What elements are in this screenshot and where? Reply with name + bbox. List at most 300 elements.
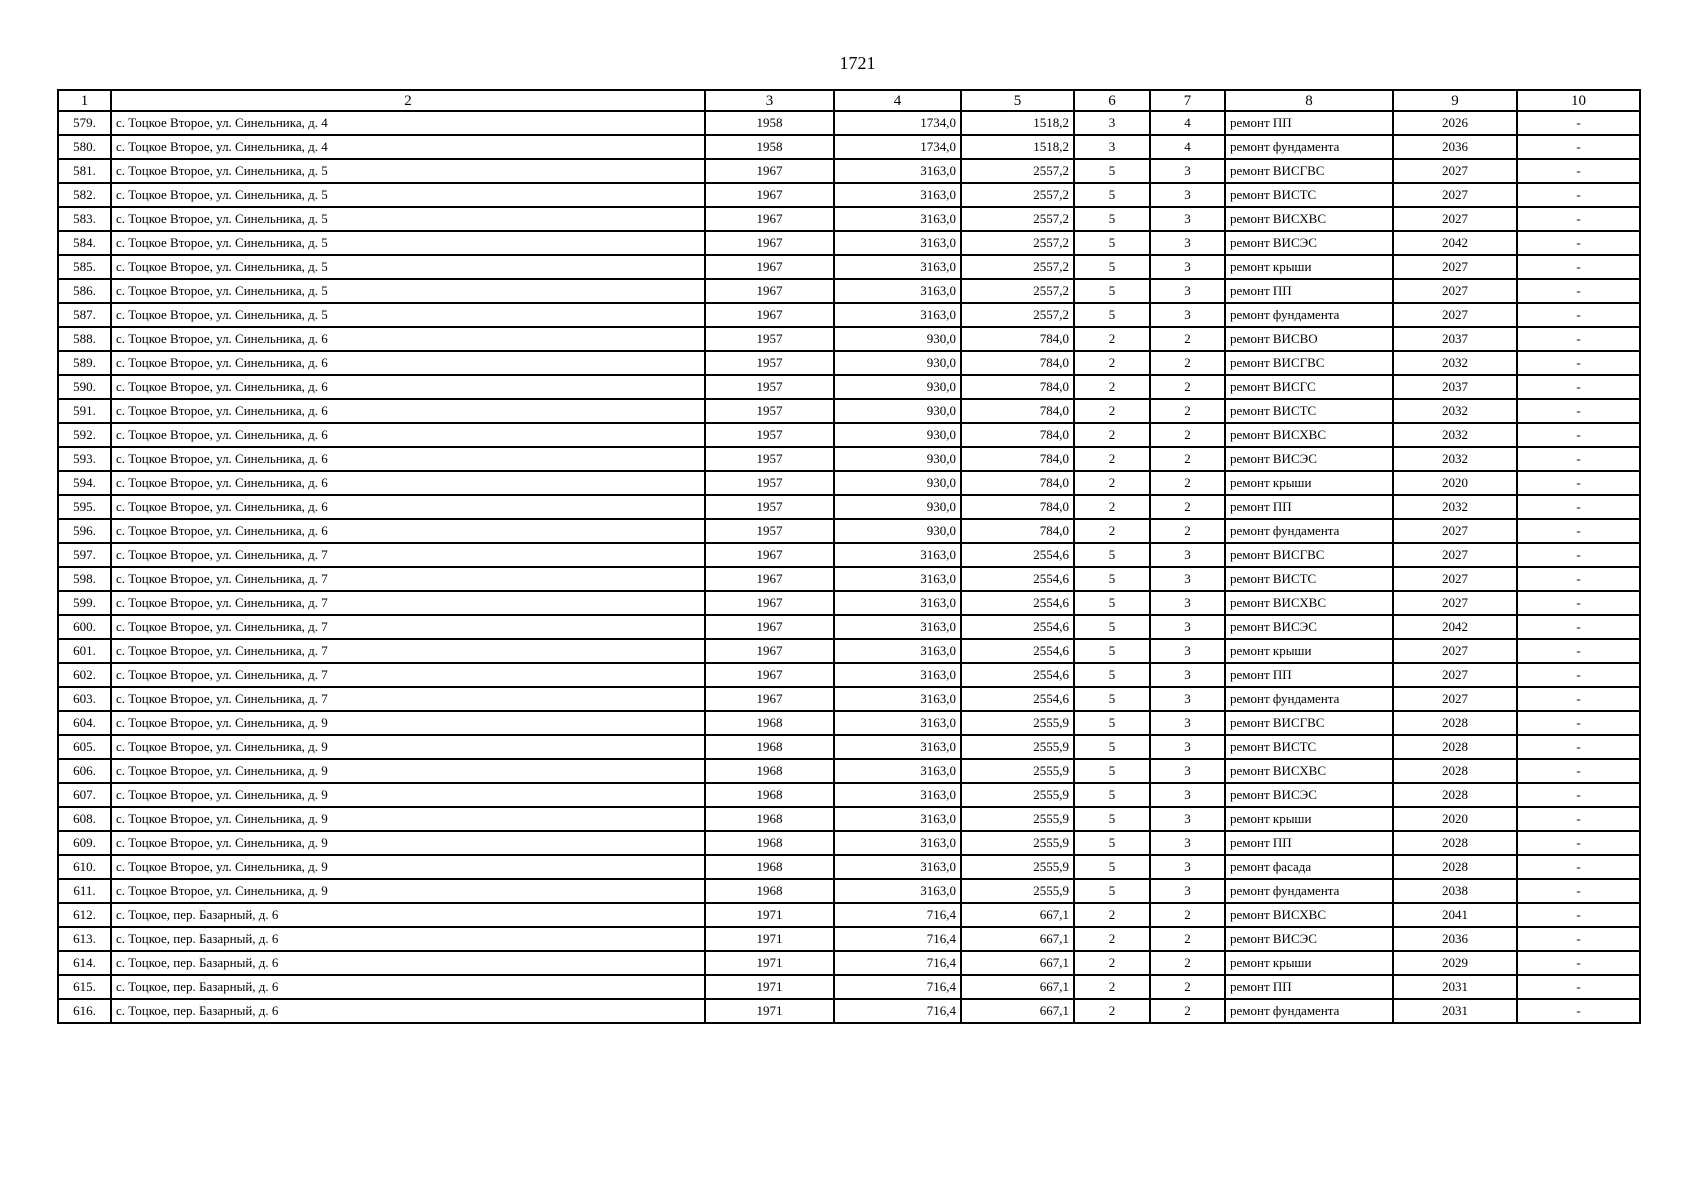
note-cell: - [1517,327,1640,351]
address-cell: с. Тоцкое Второе, ул. Синельника, д. 6 [111,519,705,543]
work-type-cell: ремонт фундамента [1225,879,1393,903]
address-cell: с. Тоцкое Второе, ул. Синельника, д. 5 [111,231,705,255]
note-cell: - [1517,135,1640,159]
note-cell: - [1517,159,1640,183]
living-area-cell: 2557,2 [961,207,1074,231]
table-row [58,903,1640,927]
year-cell: 1957 [705,447,834,471]
address-cell: с. Тоцкое Второе, ул. Синельника, д. 6 [111,447,705,471]
planned-year-cell: 2032 [1393,423,1517,447]
entrances-cell: 3 [1150,783,1225,807]
row-number-cell: 614. [58,951,111,975]
entrances-cell: 2 [1150,495,1225,519]
entrances-cell: 3 [1150,567,1225,591]
address-cell: с. Тоцкое Второе, ул. Синельника, д. 6 [111,495,705,519]
address-cell: с. Тоцкое Второе, ул. Синельника, д. 7 [111,687,705,711]
year-cell: 1958 [705,135,834,159]
floors-cell: 5 [1074,183,1150,207]
year-cell: 1968 [705,759,834,783]
work-type-cell: ремонт ВИСЭС [1225,231,1393,255]
floors-cell: 2 [1074,975,1150,999]
address-cell: с. Тоцкое Второе, ул. Синельника, д. 6 [111,375,705,399]
planned-year-cell: 2027 [1393,207,1517,231]
floors-cell: 5 [1074,831,1150,855]
floors-cell: 5 [1074,231,1150,255]
address-cell: с. Тоцкое, пер. Базарный, д. 6 [111,903,705,927]
note-cell: - [1517,183,1640,207]
row-number-cell: 586. [58,279,111,303]
table-row [58,951,1640,975]
address-cell: с. Тоцкое Второе, ул. Синельника, д. 9 [111,831,705,855]
work-type-cell: ремонт фундамента [1225,687,1393,711]
floors-cell: 5 [1074,543,1150,567]
column-header: 5 [961,90,1074,111]
note-cell: - [1517,303,1640,327]
table-row [58,543,1640,567]
planned-year-cell: 2027 [1393,663,1517,687]
entrances-cell: 3 [1150,711,1225,735]
row-number-cell: 606. [58,759,111,783]
address-cell: с. Тоцкое Второе, ул. Синельника, д. 9 [111,711,705,735]
year-cell: 1957 [705,423,834,447]
address-cell: с. Тоцкое Второе, ул. Синельника, д. 5 [111,159,705,183]
table-row [58,183,1640,207]
planned-year-cell: 2028 [1393,759,1517,783]
column-header: 7 [1150,90,1225,111]
planned-year-cell: 2032 [1393,447,1517,471]
work-type-cell: ремонт ВИСХВС [1225,759,1393,783]
year-cell: 1967 [705,567,834,591]
work-type-cell: ремонт ВИСГС [1225,375,1393,399]
note-cell: - [1517,567,1640,591]
total-area-cell: 3163,0 [834,687,961,711]
total-area-cell: 930,0 [834,327,961,351]
living-area-cell: 784,0 [961,471,1074,495]
planned-year-cell: 2028 [1393,855,1517,879]
entrances-cell: 3 [1150,687,1225,711]
total-area-cell: 3163,0 [834,735,961,759]
row-number-cell: 585. [58,255,111,279]
entrances-cell: 3 [1150,159,1225,183]
table-row [58,975,1640,999]
living-area-cell: 2557,2 [961,303,1074,327]
row-number-cell: 607. [58,783,111,807]
row-number-cell: 591. [58,399,111,423]
table-row [58,351,1640,375]
planned-year-cell: 2027 [1393,303,1517,327]
note-cell: - [1517,351,1640,375]
note-cell: - [1517,615,1640,639]
work-type-cell: ремонт ВИСГВС [1225,159,1393,183]
column-header: 10 [1517,90,1640,111]
entrances-cell: 2 [1150,327,1225,351]
column-header: 6 [1074,90,1150,111]
row-number-cell: 616. [58,999,111,1023]
note-cell: - [1517,399,1640,423]
row-number-cell: 592. [58,423,111,447]
address-cell: с. Тоцкое Второе, ул. Синельника, д. 7 [111,663,705,687]
column-header: 4 [834,90,961,111]
note-cell: - [1517,855,1640,879]
page-number: 1721 [839,53,876,73]
planned-year-cell: 2028 [1393,783,1517,807]
total-area-cell: 3163,0 [834,759,961,783]
total-area-cell: 3163,0 [834,303,961,327]
row-number-cell: 595. [58,495,111,519]
living-area-cell: 2555,9 [961,759,1074,783]
row-number-cell: 601. [58,639,111,663]
living-area-cell: 784,0 [961,423,1074,447]
total-area-cell: 3163,0 [834,639,961,663]
table-row [58,999,1640,1023]
work-type-cell: ремонт ВИСЭС [1225,927,1393,951]
total-area-cell: 716,4 [834,975,961,999]
table-body [58,111,1640,1023]
year-cell: 1957 [705,351,834,375]
planned-year-cell: 2041 [1393,903,1517,927]
table-row [58,519,1640,543]
year-cell: 1967 [705,615,834,639]
entrances-cell: 3 [1150,855,1225,879]
work-type-cell: ремонт ПП [1225,279,1393,303]
year-cell: 1967 [705,279,834,303]
living-area-cell: 784,0 [961,519,1074,543]
floors-cell: 2 [1074,951,1150,975]
entrances-cell: 2 [1150,975,1225,999]
table-row [58,615,1640,639]
entrances-cell: 3 [1150,615,1225,639]
living-area-cell: 2554,6 [961,639,1074,663]
floors-cell: 2 [1074,351,1150,375]
floors-cell: 2 [1074,399,1150,423]
total-area-cell: 3163,0 [834,663,961,687]
work-type-cell: ремонт крыши [1225,807,1393,831]
floors-cell: 2 [1074,327,1150,351]
header-row [58,90,1640,111]
work-type-cell: ремонт ВИСТС [1225,399,1393,423]
work-type-cell: ремонт крыши [1225,951,1393,975]
note-cell: - [1517,735,1640,759]
address-cell: с. Тоцкое Второе, ул. Синельника, д. 6 [111,351,705,375]
work-type-cell: ремонт ПП [1225,663,1393,687]
entrances-cell: 3 [1150,879,1225,903]
work-type-cell: ремонт фасада [1225,855,1393,879]
year-cell: 1957 [705,327,834,351]
floors-cell: 2 [1074,375,1150,399]
entrances-cell: 3 [1150,255,1225,279]
work-type-cell: ремонт ВИСТС [1225,735,1393,759]
planned-year-cell: 2027 [1393,687,1517,711]
note-cell: - [1517,663,1640,687]
floors-cell: 5 [1074,567,1150,591]
work-type-cell: ремонт фундамента [1225,999,1393,1023]
year-cell: 1967 [705,231,834,255]
total-area-cell: 1734,0 [834,111,961,135]
floors-cell: 5 [1074,759,1150,783]
work-type-cell: ремонт ВИСТС [1225,567,1393,591]
work-type-cell: ремонт ВИСХВС [1225,423,1393,447]
note-cell: - [1517,927,1640,951]
floors-cell: 5 [1074,255,1150,279]
note-cell: - [1517,759,1640,783]
year-cell: 1967 [705,591,834,615]
year-cell: 1957 [705,495,834,519]
year-cell: 1971 [705,999,834,1023]
table-row [58,927,1640,951]
planned-year-cell: 2036 [1393,135,1517,159]
address-cell: с. Тоцкое Второе, ул. Синельника, д. 7 [111,567,705,591]
row-number-cell: 584. [58,231,111,255]
address-cell: с. Тоцкое Второе, ул. Синельника, д. 6 [111,471,705,495]
total-area-cell: 3163,0 [834,543,961,567]
note-cell: - [1517,975,1640,999]
table-row [58,303,1640,327]
work-type-cell: ремонт ПП [1225,831,1393,855]
entrances-cell: 2 [1150,399,1225,423]
work-type-cell: ремонт крыши [1225,639,1393,663]
living-area-cell: 667,1 [961,999,1074,1023]
entrances-cell: 3 [1150,735,1225,759]
living-area-cell: 784,0 [961,495,1074,519]
note-cell: - [1517,255,1640,279]
floors-cell: 5 [1074,615,1150,639]
table-row [58,591,1640,615]
floors-cell: 5 [1074,879,1150,903]
entrances-cell: 3 [1150,807,1225,831]
address-cell: с. Тоцкое Второе, ул. Синельника, д. 4 [111,111,705,135]
floors-cell: 5 [1074,159,1150,183]
floors-cell: 5 [1074,735,1150,759]
row-number-cell: 583. [58,207,111,231]
row-number-cell: 598. [58,567,111,591]
living-area-cell: 2554,6 [961,663,1074,687]
entrances-cell: 3 [1150,279,1225,303]
entrances-cell: 3 [1150,831,1225,855]
table-row [58,879,1640,903]
address-cell: с. Тоцкое, пер. Базарный, д. 6 [111,927,705,951]
entrances-cell: 4 [1150,135,1225,159]
year-cell: 1967 [705,207,834,231]
row-number-cell: 582. [58,183,111,207]
year-cell: 1968 [705,807,834,831]
year-cell: 1971 [705,903,834,927]
row-number-cell: 610. [58,855,111,879]
planned-year-cell: 2027 [1393,159,1517,183]
total-area-cell: 716,4 [834,951,961,975]
total-area-cell: 1734,0 [834,135,961,159]
entrances-cell: 3 [1150,543,1225,567]
note-cell: - [1517,543,1640,567]
living-area-cell: 2554,6 [961,567,1074,591]
entrances-cell: 2 [1150,447,1225,471]
note-cell: - [1517,879,1640,903]
total-area-cell: 930,0 [834,351,961,375]
table-row [58,783,1640,807]
entrances-cell: 2 [1150,903,1225,927]
floors-cell: 5 [1074,279,1150,303]
floors-cell: 2 [1074,423,1150,447]
column-header: 2 [111,90,705,111]
living-area-cell: 2557,2 [961,159,1074,183]
entrances-cell: 2 [1150,351,1225,375]
living-area-cell: 784,0 [961,399,1074,423]
address-cell: с. Тоцкое Второе, ул. Синельника, д. 5 [111,303,705,327]
address-cell: с. Тоцкое Второе, ул. Синельника, д. 5 [111,207,705,231]
planned-year-cell: 2032 [1393,399,1517,423]
work-type-cell: ремонт ВИСЭС [1225,783,1393,807]
planned-year-cell: 2042 [1393,615,1517,639]
table-row [58,399,1640,423]
total-area-cell: 716,4 [834,999,961,1023]
floors-cell: 5 [1074,687,1150,711]
note-cell: - [1517,375,1640,399]
note-cell: - [1517,999,1640,1023]
planned-year-cell: 2028 [1393,831,1517,855]
row-number-cell: 600. [58,615,111,639]
planned-year-cell: 2031 [1393,975,1517,999]
table-row [58,375,1640,399]
note-cell: - [1517,639,1640,663]
address-cell: с. Тоцкое Второе, ул. Синельника, д. 9 [111,807,705,831]
entrances-cell: 3 [1150,591,1225,615]
planned-year-cell: 2031 [1393,999,1517,1023]
row-number-cell: 589. [58,351,111,375]
address-cell: с. Тоцкое Второе, ул. Синельника, д. 5 [111,255,705,279]
address-cell: с. Тоцкое Второе, ул. Синельника, д. 7 [111,543,705,567]
column-header: 3 [705,90,834,111]
planned-year-cell: 2027 [1393,543,1517,567]
floors-cell: 5 [1074,303,1150,327]
row-number-cell: 588. [58,327,111,351]
total-area-cell: 3163,0 [834,831,961,855]
work-type-cell: ремонт фундамента [1225,303,1393,327]
year-cell: 1957 [705,375,834,399]
table-row [58,567,1640,591]
table-row [58,231,1640,255]
year-cell: 1971 [705,975,834,999]
note-cell: - [1517,447,1640,471]
address-cell: с. Тоцкое Второе, ул. Синельника, д. 9 [111,783,705,807]
planned-year-cell: 2027 [1393,183,1517,207]
living-area-cell: 2554,6 [961,687,1074,711]
living-area-cell: 2554,6 [961,615,1074,639]
row-number-cell: 608. [58,807,111,831]
address-cell: с. Тоцкое Второе, ул. Синельника, д. 7 [111,591,705,615]
total-area-cell: 3163,0 [834,879,961,903]
work-type-cell: ремонт ВИСЭС [1225,615,1393,639]
address-cell: с. Тоцкое Второе, ул. Синельника, д. 6 [111,399,705,423]
entrances-cell: 2 [1150,375,1225,399]
total-area-cell: 3163,0 [834,207,961,231]
address-cell: с. Тоцкое Второе, ул. Синельника, д. 4 [111,135,705,159]
living-area-cell: 784,0 [961,327,1074,351]
living-area-cell: 784,0 [961,351,1074,375]
floors-cell: 2 [1074,495,1150,519]
row-number-cell: 587. [58,303,111,327]
living-area-cell: 2555,9 [961,855,1074,879]
address-cell: с. Тоцкое Второе, ул. Синельника, д. 9 [111,735,705,759]
floors-cell: 2 [1074,447,1150,471]
note-cell: - [1517,231,1640,255]
planned-year-cell: 2028 [1393,711,1517,735]
table-row [58,207,1640,231]
floors-cell: 3 [1074,135,1150,159]
note-cell: - [1517,951,1640,975]
year-cell: 1967 [705,687,834,711]
planned-year-cell: 2038 [1393,879,1517,903]
floors-cell: 5 [1074,591,1150,615]
year-cell: 1967 [705,663,834,687]
address-cell: с. Тоцкое Второе, ул. Синельника, д. 9 [111,759,705,783]
floors-cell: 5 [1074,207,1150,231]
floors-cell: 2 [1074,519,1150,543]
work-type-cell: ремонт фундамента [1225,135,1393,159]
address-cell: с. Тоцкое Второе, ул. Синельника, д. 7 [111,639,705,663]
year-cell: 1968 [705,711,834,735]
year-cell: 1967 [705,303,834,327]
table-row [58,471,1640,495]
work-type-cell: ремонт ВИСТС [1225,183,1393,207]
address-cell: с. Тоцкое, пер. Базарный, д. 6 [111,951,705,975]
note-cell: - [1517,207,1640,231]
table-row [58,255,1640,279]
year-cell: 1967 [705,183,834,207]
work-type-cell: ремонт ВИСХВС [1225,903,1393,927]
table-row [58,639,1640,663]
total-area-cell: 930,0 [834,399,961,423]
planned-year-cell: 2042 [1393,231,1517,255]
address-cell: с. Тоцкое Второе, ул. Синельника, д. 6 [111,423,705,447]
work-type-cell: ремонт ВИСВО [1225,327,1393,351]
entrances-cell: 3 [1150,183,1225,207]
planned-year-cell: 2032 [1393,495,1517,519]
living-area-cell: 784,0 [961,447,1074,471]
row-number-cell: 605. [58,735,111,759]
living-area-cell: 667,1 [961,975,1074,999]
floors-cell: 5 [1074,711,1150,735]
living-area-cell: 2555,9 [961,807,1074,831]
living-area-cell: 2555,9 [961,879,1074,903]
table-row [58,327,1640,351]
row-number-cell: 603. [58,687,111,711]
planned-year-cell: 2027 [1393,255,1517,279]
note-cell: - [1517,519,1640,543]
work-type-cell: ремонт ПП [1225,111,1393,135]
entrances-cell: 2 [1150,519,1225,543]
note-cell: - [1517,783,1640,807]
note-cell: - [1517,423,1640,447]
work-type-cell: ремонт ВИСГВС [1225,543,1393,567]
address-cell: с. Тоцкое Второе, ул. Синельника, д. 5 [111,183,705,207]
total-area-cell: 3163,0 [834,855,961,879]
planned-year-cell: 2027 [1393,279,1517,303]
entrances-cell: 2 [1150,423,1225,447]
total-area-cell: 3163,0 [834,279,961,303]
total-area-cell: 930,0 [834,471,961,495]
table-row [58,423,1640,447]
note-cell: - [1517,687,1640,711]
total-area-cell: 3163,0 [834,567,961,591]
total-area-cell: 930,0 [834,375,961,399]
year-cell: 1967 [705,159,834,183]
column-header: 9 [1393,90,1517,111]
note-cell: - [1517,903,1640,927]
row-number-cell: 593. [58,447,111,471]
table-row [58,111,1640,135]
table-row [58,135,1640,159]
work-type-cell: ремонт ВИСГВС [1225,711,1393,735]
year-cell: 1968 [705,783,834,807]
